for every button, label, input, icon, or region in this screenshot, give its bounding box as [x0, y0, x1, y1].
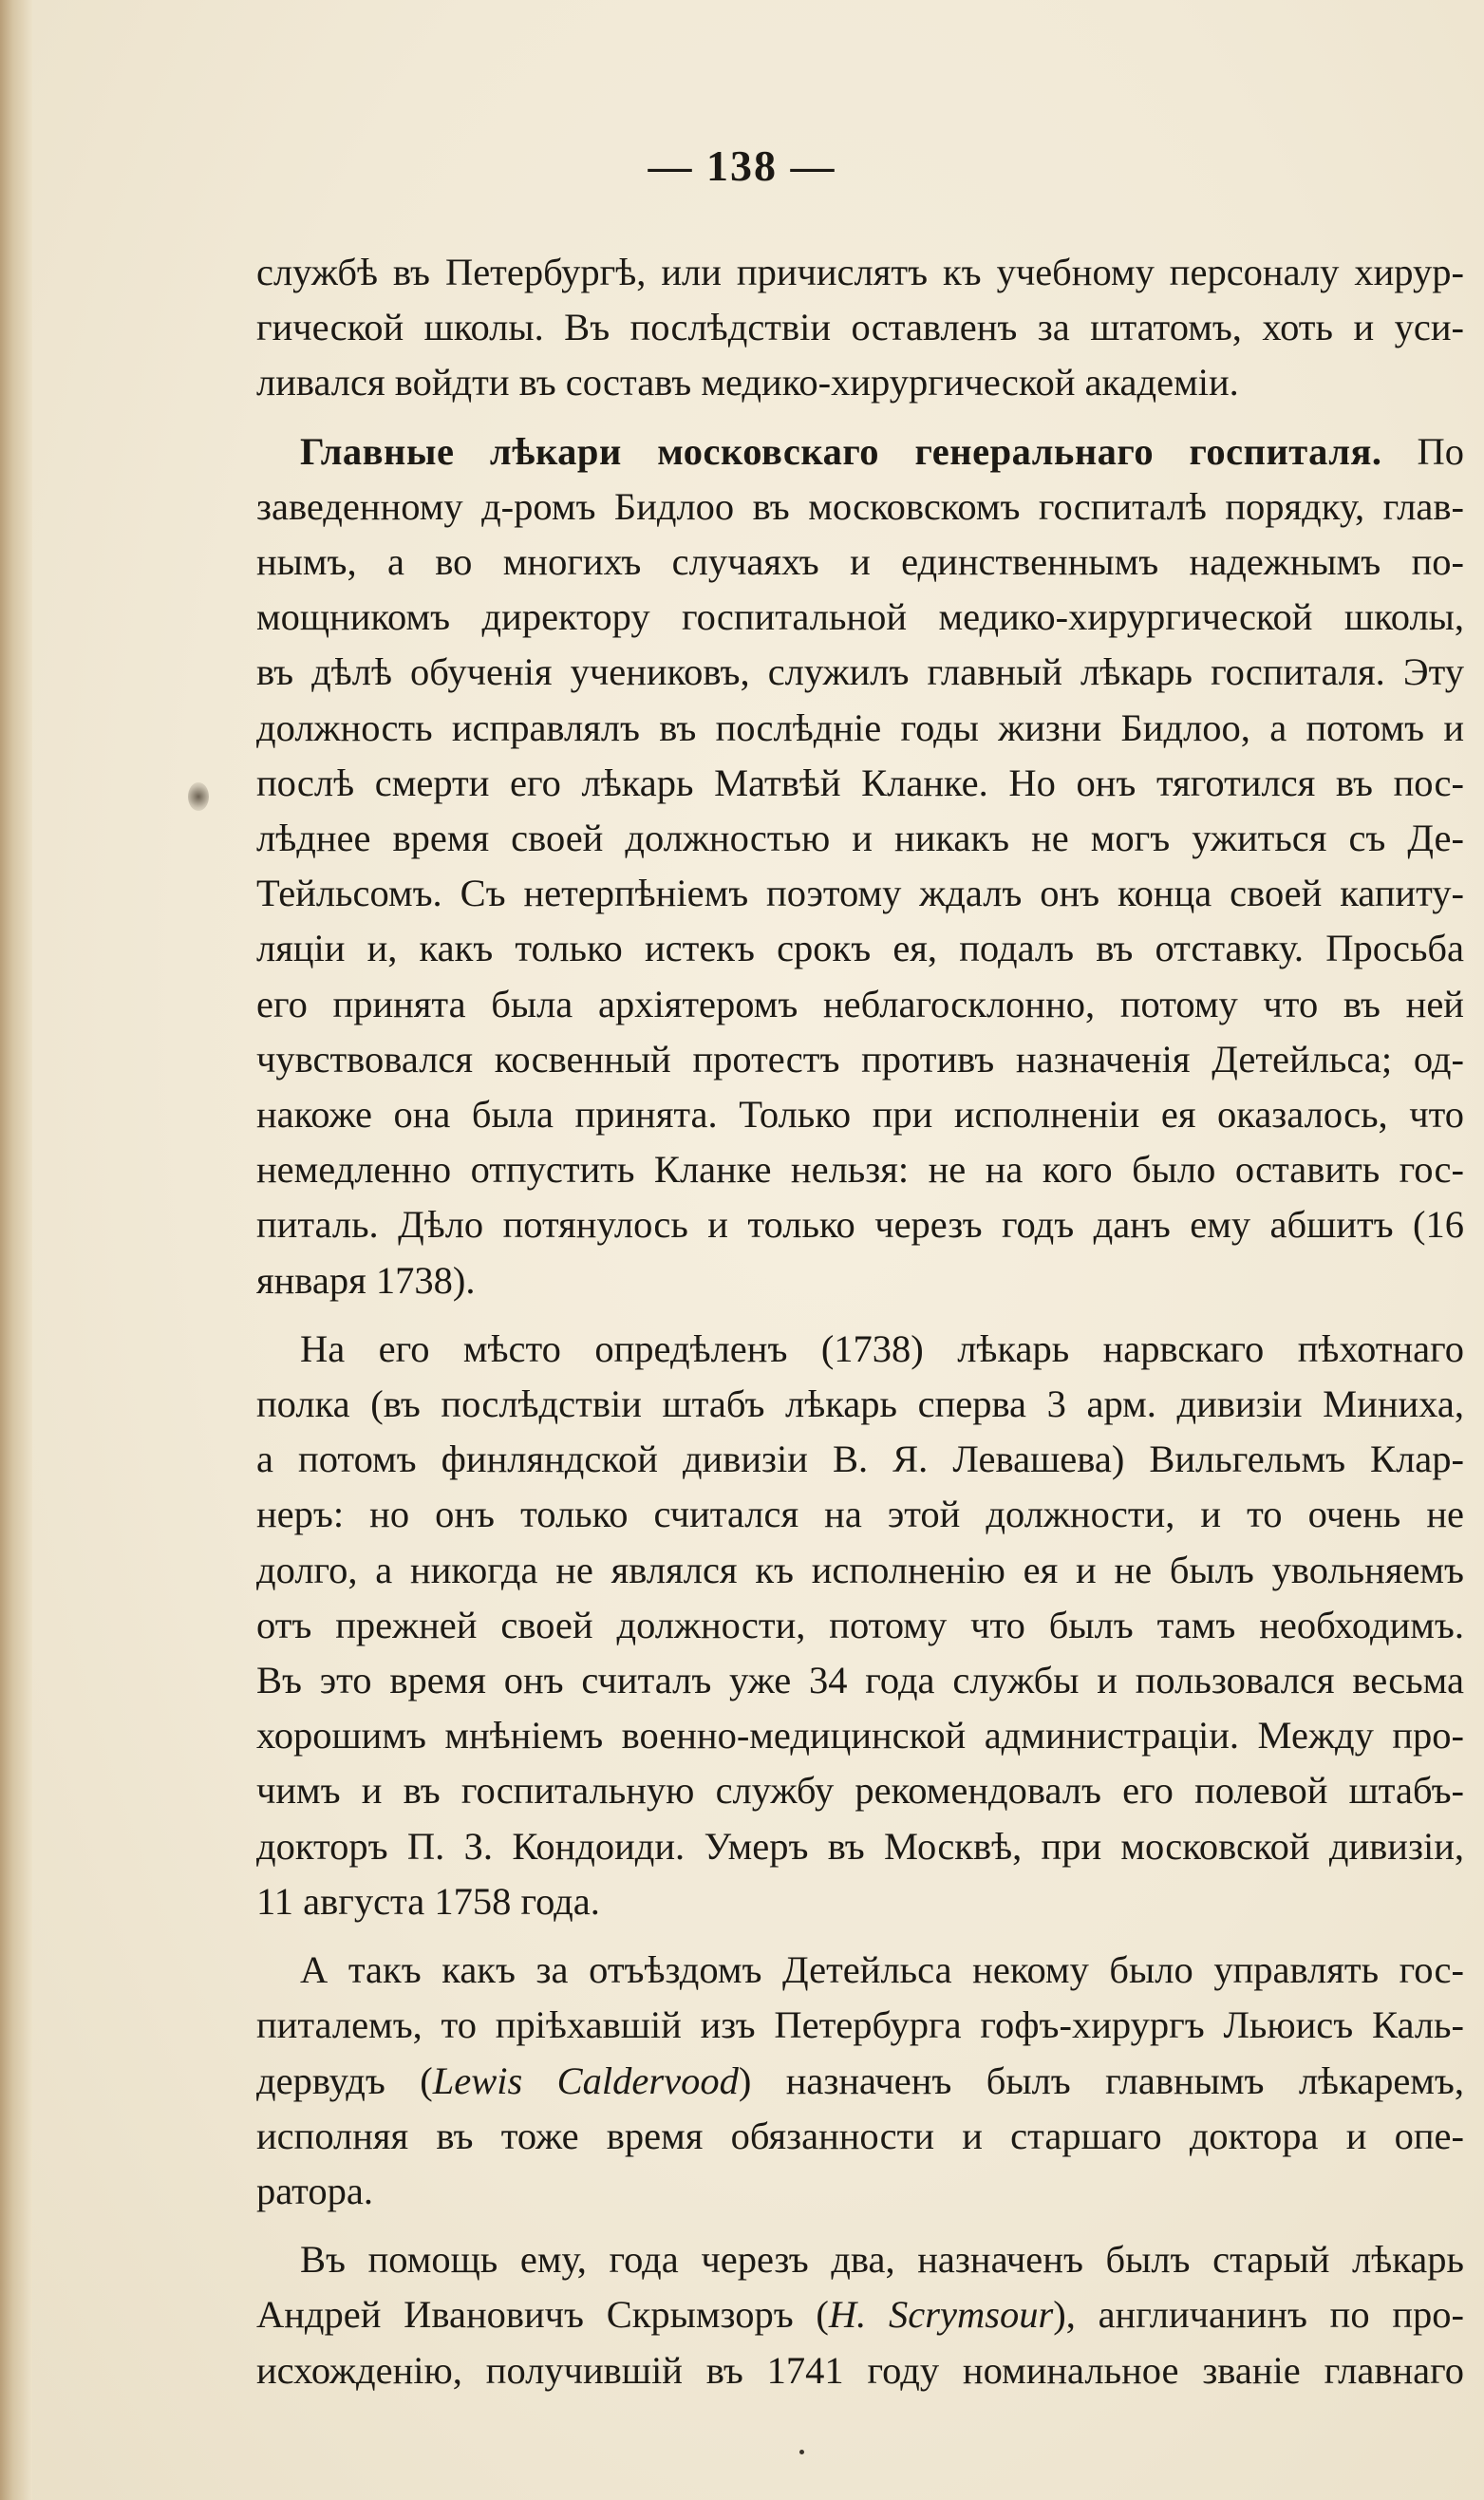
text-line: января 1738).: [256, 1258, 476, 1302]
text-fragment: ), англичанинъ по про-: [1053, 2293, 1464, 2337]
text-line: докторъ П. З. Кондоиди. Умеръ въ Москвѣ, при московской дивизіи,: [256, 1824, 1464, 1868]
text-line: ратора.: [256, 2169, 373, 2212]
ink-spot: [188, 782, 209, 811]
text-line-with-foreign-name: [256, 2054, 1464, 2109]
text-line: Тейльсомъ. Съ нетерпѣніемъ поэтому ждалъ онъ конца своей капиту-: [256, 872, 1464, 915]
text-line: исполняя въ тоже время обязанности и старшаго доктора и опе-: [256, 2114, 1464, 2157]
text-line: отъ прежней своей должности, потому что былъ тамъ необходимъ.: [256, 1603, 1464, 1646]
text-fragment: Андрей Ивановичъ Скрымзоръ (: [256, 2293, 829, 2337]
foreign-name: H. Scrymsour: [828, 2293, 1054, 2337]
text-line: лѣднее время своей должностью и никакъ не могъ ужиться съ Де-: [256, 817, 1464, 860]
text-line: накоже она была принята. Только при исполненіи ея оказалось, что: [256, 1093, 1464, 1137]
text-line: хорошимъ мнѣніемъ военно-медицинской администраціи. Между про-: [256, 1714, 1464, 1758]
text-line: чимъ и въ госпитальную службу рекомендовалъ его полевой штабъ-: [256, 1769, 1464, 1813]
text-line: гической школы. Въ послѣдствіи оставленъ за штатомъ, хоть и уси-: [256, 306, 1464, 349]
text-fragment: По: [1417, 429, 1465, 473]
text-line: его принята была архіятеромъ неблагосклонно, потому что въ ней: [256, 982, 1464, 1025]
text-line: А такъ какъ за отъѣздомъ Детейльса некому было управлять гос-: [300, 1948, 1464, 1992]
page-number: — 138 —: [648, 141, 836, 190]
text-line-heading: [256, 424, 1464, 479]
section-heading: Главные лѣкари московскаго генеральнаго госпиталя.: [300, 429, 1382, 473]
text-line: мощникомъ директору госпитальной медико-хирургической школы,: [256, 595, 1464, 639]
text-line: службѣ въ Петербургѣ, или причислятъ къ учебному персоналу хирур-: [256, 251, 1464, 293]
text-line: ляціи и, какъ только истекъ срокъ ея, подалъ въ отставку. Просьба: [256, 927, 1464, 970]
text-line: Въ помощь ему, года черезъ два, назначенъ былъ старый лѣкарь: [300, 2238, 1464, 2282]
text-line: чувствовался косвенный протестъ противъ назначенія Детейльса; од-: [256, 1037, 1464, 1081]
text-line: должность исправлялъ въ послѣдніе годы жизни Бидлоо, а потомъ и: [256, 705, 1464, 749]
text-line: питаль. Дѣло потянулось и только черезъ годъ данъ ему абшитъ (16: [256, 1203, 1464, 1247]
text-line: немедленно отпустить Кланке нельзя: не на кого было оставить гос-: [256, 1148, 1464, 1192]
text-line: долго, а никогда не являлся къ исполненію ея и не былъ увольняемъ: [256, 1548, 1464, 1591]
ink-dot: [799, 2450, 804, 2454]
text-line: ливался войдти въ составъ медико-хирургической академіи.: [256, 361, 1239, 404]
text-line: На его мѣсто опредѣленъ (1738) лѣкарь нарвскаго пѣхотнаго: [300, 1326, 1464, 1370]
text-line: а потомъ финляндской дивизіи В. Я. Левашева) Вильгельмъ Клар-: [256, 1438, 1464, 1481]
text-line: нымъ, а во многихъ случаяхъ и единственнымъ надежнымъ по-: [256, 540, 1464, 584]
body-text: [256, 245, 1464, 2398]
text-line: 11 августа 1758 года.: [256, 1879, 600, 1923]
text-fragment: дервудъ (: [256, 2058, 433, 2102]
text-line: исхожденію, получившій въ 1741 году номинальное званіе главнаго: [256, 2348, 1464, 2392]
text-line: полка (въ послѣдствіи штабъ лѣкарь сперва 3 арм. дивизіи Миниха,: [256, 1382, 1464, 1426]
text-line: Въ это время онъ считалъ уже 34 года службы и пользовался весьма: [256, 1659, 1464, 1702]
text-fragment: ) назначенъ былъ главнымъ лѣкаремъ,: [738, 2058, 1464, 2102]
text-line: въ дѣлѣ обученія учениковъ, служилъ главный лѣкарь госпиталя. Эту: [256, 650, 1464, 694]
text-line: неръ: но онъ только считался на этой должности, и то очень не: [256, 1493, 1464, 1536]
text-line: заведенному д-ромъ Бидлоо въ московскомъ госпиталѣ порядку, глав-: [256, 484, 1464, 528]
page-binding-edge: [0, 0, 32, 2500]
foreign-name: Lewis Caldervood: [432, 2058, 739, 2102]
text-line: послѣ смерти его лѣкарь Матвѣй Кланке. Но онъ тяготился въ пос-: [256, 761, 1464, 804]
text-line-with-foreign-name: [256, 2287, 1464, 2342]
text-line: питалемъ, то пріѣхавшій изъ Петербурга гофъ-хирургъ Льюисъ Каль-: [256, 2003, 1464, 2047]
